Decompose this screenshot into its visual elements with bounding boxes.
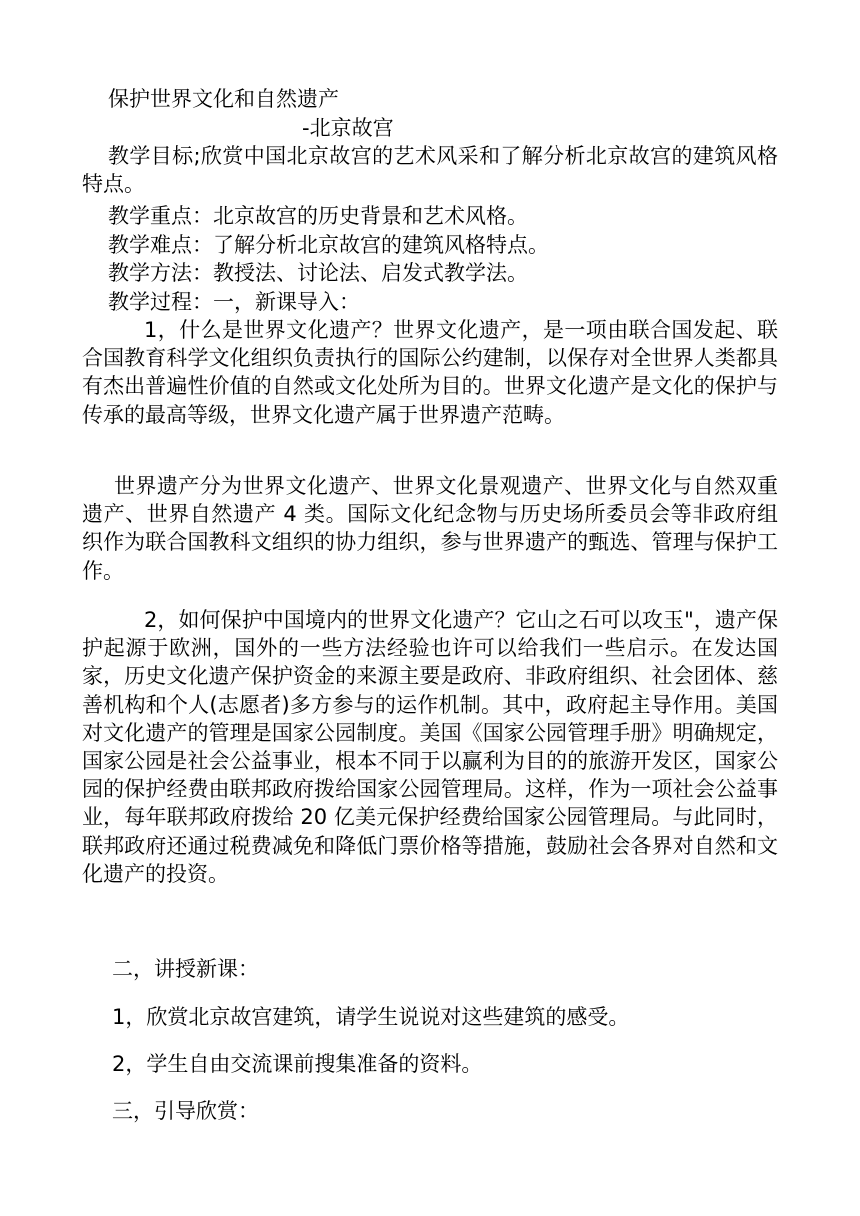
teaching-objective: 教学目标;欣赏中国北京故宫的艺术风采和了解分析北京故宫的建筑风格特点。	[82, 144, 778, 197]
teaching-difficulty: 教学难点：了解分析北京故宫的建筑风格特点。	[108, 233, 549, 257]
lesson-item-2: 2，学生自由交流课前搜集准备的资料。	[112, 1052, 483, 1076]
paragraph-heritage-categories: 世界遗产分为世界文化遗产、世界文化景观遗产、世界文化与自然双重遗产、世界自然遗产 4 类。国际文化纪念物与历史场所委员会等非政府组织作为联合国教科文组织的协力组织，参与世界遗产的甄选、管理与保护工作。	[82, 474, 778, 583]
paragraph-heritage-protection: 2，如何保护中国境内的世界文化遗产？它山之石可以攻玉"，遗产保护起源于欧洲，国外的一些方法经验也许可以给我们一些启示。在发达国家，历史文化遗产保护资金的来源主要是政府、非政府组织、社会团体、慈善机构和个人(志愿者)多方参与的运作机制。其中，政府起主导作用。美国对文化遗产的管理是国家公园制度。美国《国家公园管理手册》明确规定，国家公园是社会公益事业，根本不同于以赢利为目的的旅游开发区，国家公园的保护经费由联邦政府拨给国家公园管理局。这样，作为一项社会公益事业，每年联邦政府拨给 20 亿美元保护经费给国家公园管理局。与此同时，联邦政府还通过税费减免和降低门票价格等措施，鼓励社会各界对自然和文化遗产的投资。	[82, 608, 778, 886]
teaching-process: 教学过程：一，新课导入：	[108, 290, 360, 314]
document-title: 保护世界文化和自然遗产	[108, 87, 339, 111]
section-new-lesson: 二，讲授新课：	[112, 957, 259, 981]
lesson-item-1: 1，欣赏北京故宫建筑，请学生说说对这些建筑的感受。	[112, 1005, 630, 1029]
teaching-method: 教学方法：教授法、讨论法、启发式教学法。	[108, 261, 528, 285]
paragraph-world-heritage: 1，什么是世界文化遗产？世界文化遗产，是一项由联合国发起、联合国教育科学文化组织负责执行的国际公约建制，以保存对全世界人类都具有杰出普遍性价值的自然或文化处所为目的。世界文化遗产是文化的保护与传承的最高等级，世界文化遗产属于世界遗产范畴。	[82, 318, 778, 427]
teaching-key-point: 教学重点：北京故宫的历史背景和艺术风格。	[108, 204, 528, 228]
section-guided-appreciation: 三，引导欣赏：	[112, 1099, 259, 1123]
document-subtitle: -北京故宫	[302, 116, 394, 140]
